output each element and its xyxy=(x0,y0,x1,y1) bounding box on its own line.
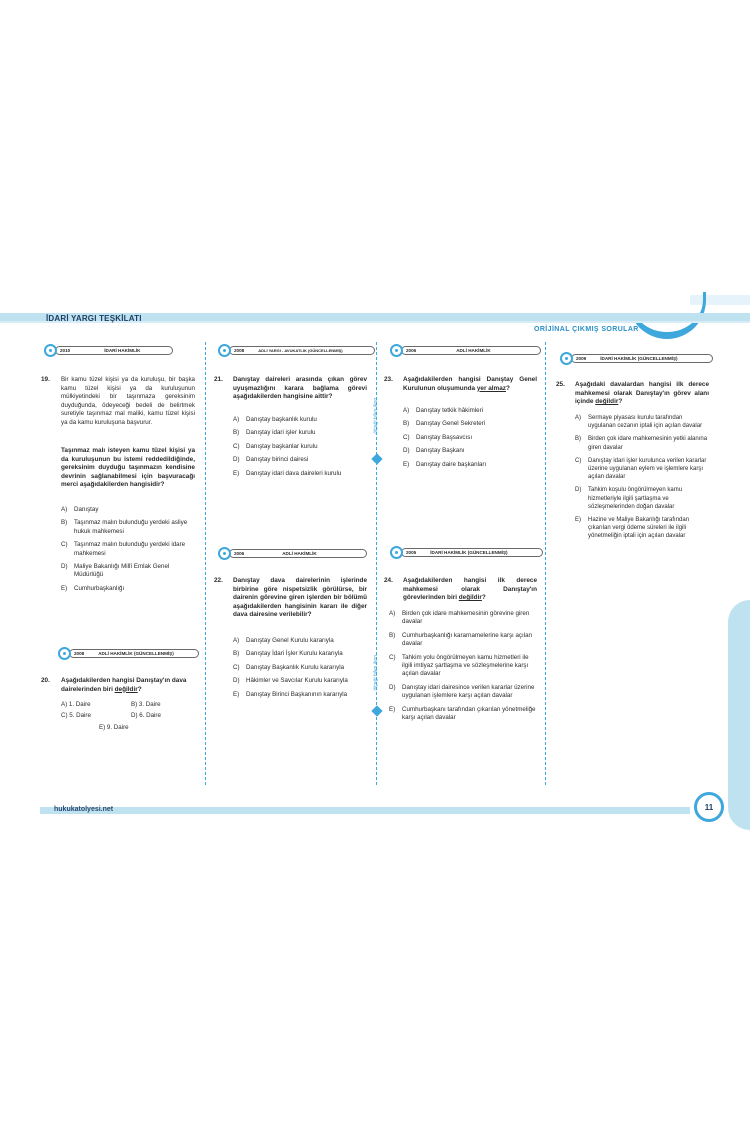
option-text: Birden çok idare mahkemesinin yetki alanına giren davalar xyxy=(588,436,708,451)
year-badge xyxy=(58,646,199,660)
option[interactable] xyxy=(403,407,541,415)
option-text: Cumhurbaşkanlığı xyxy=(74,584,125,592)
option-letter: D) xyxy=(61,563,68,571)
option[interactable] xyxy=(61,585,195,593)
option[interactable] xyxy=(403,461,541,469)
website-link[interactable]: hukukatolyesi.net xyxy=(54,806,114,813)
badge-circle-icon xyxy=(560,352,573,365)
year-badge xyxy=(390,545,543,559)
options-list xyxy=(61,506,195,598)
badge-pill xyxy=(401,548,543,557)
option-text: Tahkim koşulu öngörülmeyen kamu hizmetleriyle ilgili şartlaşma ve sözleşmelerinden doğan davalar xyxy=(588,487,683,510)
option-letter: A) xyxy=(233,416,240,423)
question-text: Aşağıdakilerden hangisi Danıştay'ın dava dairelerinden biri xyxy=(61,677,187,693)
brand-mark-icon xyxy=(371,705,382,716)
option-letter: D) xyxy=(575,487,582,494)
option-text: Maliye Bakanlığı Millî Emlak Genel Müdürlüğü xyxy=(74,563,170,579)
question-stem xyxy=(403,376,537,393)
year-badge xyxy=(218,343,375,357)
option[interactable] xyxy=(233,443,371,451)
question-stem: Taşınmaz malı isteyen kamu tüzel kişisi ya da kuruluşunun bu istemi reddedildiğinde, gereksinim duyduğu taşınmazın kendisine devrinin sağlanabilmesi için başvuracağı merci aşağıdakilerden hangisidir? xyxy=(61,447,195,489)
options-list xyxy=(233,416,371,483)
option[interactable] xyxy=(389,610,539,627)
badge-year: 2009 xyxy=(576,355,587,361)
option-letter: A) xyxy=(389,610,396,617)
option-letter: C) xyxy=(575,457,582,464)
option-letter: A) xyxy=(233,637,240,644)
question-mark: ? xyxy=(137,685,142,693)
options-list xyxy=(403,407,541,474)
option[interactable] xyxy=(61,506,195,514)
option[interactable] xyxy=(233,429,371,437)
option-letter: D) xyxy=(233,677,240,685)
option-text: Taşınmaz malın bulunduğu yerdeki idare mahkemesi xyxy=(74,541,186,557)
options-list xyxy=(575,414,710,546)
question-stem xyxy=(403,577,537,603)
option[interactable] xyxy=(233,470,371,478)
option-letter: B) xyxy=(233,429,240,437)
badge-year: 2006 xyxy=(406,347,417,353)
question-mark: ? xyxy=(506,384,510,392)
column-divider xyxy=(205,342,206,785)
option[interactable]: E) 9. Daire xyxy=(99,723,129,731)
option[interactable] xyxy=(575,457,710,482)
option-text: Tahkim yolu öngörülmeyen kamu hizmetleri ile ilgili imtiyaz şartlaşma ve sözleşmelerine karşı açılan davalar xyxy=(402,653,529,678)
question-number: 24. xyxy=(384,577,393,584)
option-letter: A) xyxy=(575,415,581,421)
option-text: Hâkimler ve Savcılar Kurulu kararıyla xyxy=(246,677,348,685)
option[interactable] xyxy=(233,650,371,658)
option-letter: C) xyxy=(233,442,240,450)
options-list xyxy=(389,610,539,727)
badge-pill xyxy=(571,354,713,363)
badge-category: İDARİ HAKİMLİK xyxy=(104,347,141,353)
option-letter: D) xyxy=(233,456,240,464)
badge-category: İDARİ HAKİMLİK (GÜNCELLENMİŞ) xyxy=(600,355,678,361)
question-mark: ? xyxy=(618,398,623,406)
question-mark: ? xyxy=(481,594,486,602)
option[interactable] xyxy=(389,706,539,723)
option-text: Danıştay birinci dairesi xyxy=(246,456,309,464)
option-letter: B) xyxy=(389,631,396,639)
year-badge xyxy=(44,343,173,357)
column-divider xyxy=(545,342,546,785)
badge-category: ADLİ YARGI - AVUKATLIK (GÜNCELLENMİŞ) xyxy=(258,347,343,353)
question-emphasis: değildir xyxy=(114,685,138,693)
side-brand-text: ölçeği bilen ikon xyxy=(373,655,379,691)
option-letter: C) xyxy=(61,541,68,549)
page-number-text: 11 xyxy=(704,802,714,812)
option-text: Sermaye piyasası kurulu tarafından uygulanan cezanın iptali için açılan davalar xyxy=(588,415,703,430)
question-emphasis: değildir xyxy=(595,398,619,406)
option-text: Danıştay Genel Kurulu kararıyla xyxy=(246,637,334,644)
option-text: Danıştay İdari İşler Kurulu kararıyla xyxy=(246,650,343,658)
badge-circle-icon xyxy=(218,547,231,560)
option-letter: A) xyxy=(61,506,68,513)
option[interactable] xyxy=(61,519,195,536)
badge-year: 2005 xyxy=(406,549,417,555)
option-letter: C) xyxy=(403,433,410,441)
option[interactable] xyxy=(403,420,541,428)
option-text: Taşınmaz malın bulunduğu yerdeki asliye hukuk mahkemesi xyxy=(74,519,188,535)
badge-category: ADLİ HAKİMLİK xyxy=(456,347,491,353)
question-stem: Danıştay dava dairelerinin işlerinde birbirine göre nispetsizlik görülürse, bir dairenin görevine giren işlerden bir bölümü aşağıdakilerden hangisinin kararı ile diğer dava dairesine verilebilir? xyxy=(233,577,367,619)
option[interactable] xyxy=(575,414,710,430)
option[interactable]: C) 5. Daire xyxy=(61,712,91,720)
badge-year: 2008 xyxy=(74,650,85,656)
option[interactable] xyxy=(575,435,710,451)
option-text: Danıştay Genel Sekreteri xyxy=(416,420,486,428)
option[interactable] xyxy=(233,637,371,645)
option-text: Danıştay Birinci Başkanının kararıyla xyxy=(246,690,348,698)
option-letter: D) xyxy=(389,683,396,691)
badge-category: İDARİ HAKİMLİK (GÜNCELLENMİŞ) xyxy=(430,549,508,555)
page-title: İDARİ YARGI TEŞKİLATI xyxy=(46,314,142,323)
option-letter: A) xyxy=(403,407,410,414)
option-text: Danıştay Başkanlık Kurulu kararıyla xyxy=(246,663,345,671)
badge-circle-icon xyxy=(390,546,403,559)
option-text: Danıştay başkanlık kurulu xyxy=(246,416,317,423)
option-letter: B) xyxy=(61,519,68,527)
option-text: Danıştay başkanlar kurulu xyxy=(246,442,318,450)
badge-category: ADLİ HAKİMLİK xyxy=(282,550,317,556)
option[interactable] xyxy=(575,486,710,511)
option[interactable] xyxy=(403,447,541,455)
option-letter: E) xyxy=(403,460,410,468)
question-number: 22. xyxy=(214,577,223,584)
option-letter: B) xyxy=(575,436,581,443)
option-letter: E) xyxy=(575,517,581,524)
badge-circle-icon xyxy=(58,647,71,660)
badge-pill xyxy=(55,346,173,355)
badge-pill xyxy=(401,346,541,355)
badge-pill xyxy=(69,649,199,658)
option[interactable]: D) 6. Daire xyxy=(131,712,161,720)
option-letter: E) xyxy=(233,469,240,477)
question-text: Aşağıdakilerden hangisi Danıştay Genel Kurulunun oluşumunda xyxy=(403,376,537,392)
option-text: Hazine ve Maliye Bakanlığı tarafından çıkarılan vergi ödeme süreleri ile ilgili yönetmeliğin iptali için açılan davalar xyxy=(588,517,690,540)
question-stem xyxy=(61,677,195,694)
option-text: Danıştay daire başkanları xyxy=(416,460,487,468)
year-badge xyxy=(390,343,541,357)
option[interactable] xyxy=(233,416,371,424)
option[interactable] xyxy=(389,632,539,649)
option-letter: E) xyxy=(61,584,68,592)
option[interactable] xyxy=(61,541,195,558)
option-letter: C) xyxy=(389,653,396,661)
option[interactable] xyxy=(61,563,195,580)
option[interactable] xyxy=(233,691,371,699)
option-text: Danıştay Başsavcısı xyxy=(416,433,473,441)
option-text: Danıştay tetkik hâkimleri xyxy=(416,407,484,414)
badge-pill xyxy=(229,549,367,558)
option-text: Danıştay idari işler kurulunca verilen kararlar üzerine uygulanan eylem ve işlemlere karşı açılan davalar xyxy=(588,457,707,481)
badge-circle-icon xyxy=(390,344,403,357)
option[interactable]: B) 3. Daire xyxy=(131,701,161,708)
question-emphasis: yer almaz xyxy=(476,384,506,392)
option-text: Cumhurbaşkanı tarafından çıkarılan yönetmeliğe karşı açılan davalar xyxy=(402,705,536,722)
option-text: Birden çok idare mahkemesinin görevine giren davalar xyxy=(402,610,530,626)
badge-year: 2006 xyxy=(234,550,245,556)
question-stem xyxy=(575,381,709,407)
option[interactable] xyxy=(389,654,539,679)
option-letter: B) xyxy=(403,420,410,428)
year-badge xyxy=(560,351,713,365)
badge-year: 2010 xyxy=(60,347,71,353)
question-text: Aşağıdakilerden hangisi ilk derece mahkemesi olarak Danıştay'ın görevlerinden biri xyxy=(403,577,537,602)
badge-category: ADLİ HAKİMLİK (GÜNCELLENMİŞ) xyxy=(98,650,174,656)
footer-bar xyxy=(40,807,690,814)
question-number: 23. xyxy=(384,376,393,383)
option-text: Danıştay idari dava daireleri kurulu xyxy=(246,469,342,477)
year-badge xyxy=(218,546,367,560)
side-tab-decoration xyxy=(728,600,750,830)
option-letter: E) xyxy=(233,690,240,698)
badge-circle-icon xyxy=(44,344,57,357)
option-letter: E) xyxy=(389,705,396,713)
options-grid xyxy=(61,701,201,732)
question-number: 19. xyxy=(41,376,50,383)
brand-mark-icon xyxy=(371,453,382,464)
section-subtitle: ORİJİNAL ÇIKMIŞ SORULAR xyxy=(534,326,639,333)
option[interactable] xyxy=(403,434,541,442)
badge-year: 2008 xyxy=(234,347,245,353)
question-number: 21. xyxy=(214,376,223,383)
option[interactable] xyxy=(233,664,371,672)
option-text: Danıştay idari işler kurulu xyxy=(246,429,316,437)
options-list xyxy=(233,637,371,704)
badge-pill xyxy=(229,346,375,355)
option[interactable] xyxy=(233,677,371,685)
option-letter: B) xyxy=(233,650,240,658)
page-number xyxy=(694,792,724,822)
question-number: 25. xyxy=(556,381,565,388)
option-text: Cumhurbaşkanlığı kararnamelerine karşı açılan davalar xyxy=(402,631,532,648)
option-text: Danıştay Başkanı xyxy=(416,447,465,455)
question-intro: Bir kamu tüzel kişisi ya da kuruluşu, bir başka kamu tüzel kişisi ya da kuruluşunun mülkiyetindeki bir taşınmaza gereksinim duyduğunda, ödeyeceği bedeli de belirtmek suretiyle taşınmaz mal maliki, kamu tüzel kişisi ya da kamu kuruluşuna başvurur. xyxy=(61,376,195,426)
question-number: 20. xyxy=(41,677,50,684)
option-letter: C) xyxy=(233,663,240,671)
option-text: Danıştay xyxy=(74,506,99,513)
option-letter: D) xyxy=(403,447,410,455)
option[interactable]: A) 1. Daire xyxy=(61,701,91,708)
option[interactable] xyxy=(575,516,710,541)
option[interactable] xyxy=(233,456,371,464)
option-text: Danıştay idari dairesince verilen kararlar üzerine uygulanan işlemlere karşı açılan davalar xyxy=(402,683,535,700)
option[interactable] xyxy=(389,684,539,701)
question-stem: Danıştay daireleri arasında çıkan görev uyuşmazlığını karara bağlama görevi aşağıdakilerden hangisine aittir? xyxy=(233,376,367,401)
question-emphasis: değildir xyxy=(458,594,482,602)
side-brand-text: ölçeği bilen ikon xyxy=(373,398,379,434)
badge-circle-icon xyxy=(218,344,231,357)
question-text: Aşağıdaki davalardan hangisi ilk derece mahkemesi olarak Danıştay'ın görev alanı içinde xyxy=(575,381,709,406)
